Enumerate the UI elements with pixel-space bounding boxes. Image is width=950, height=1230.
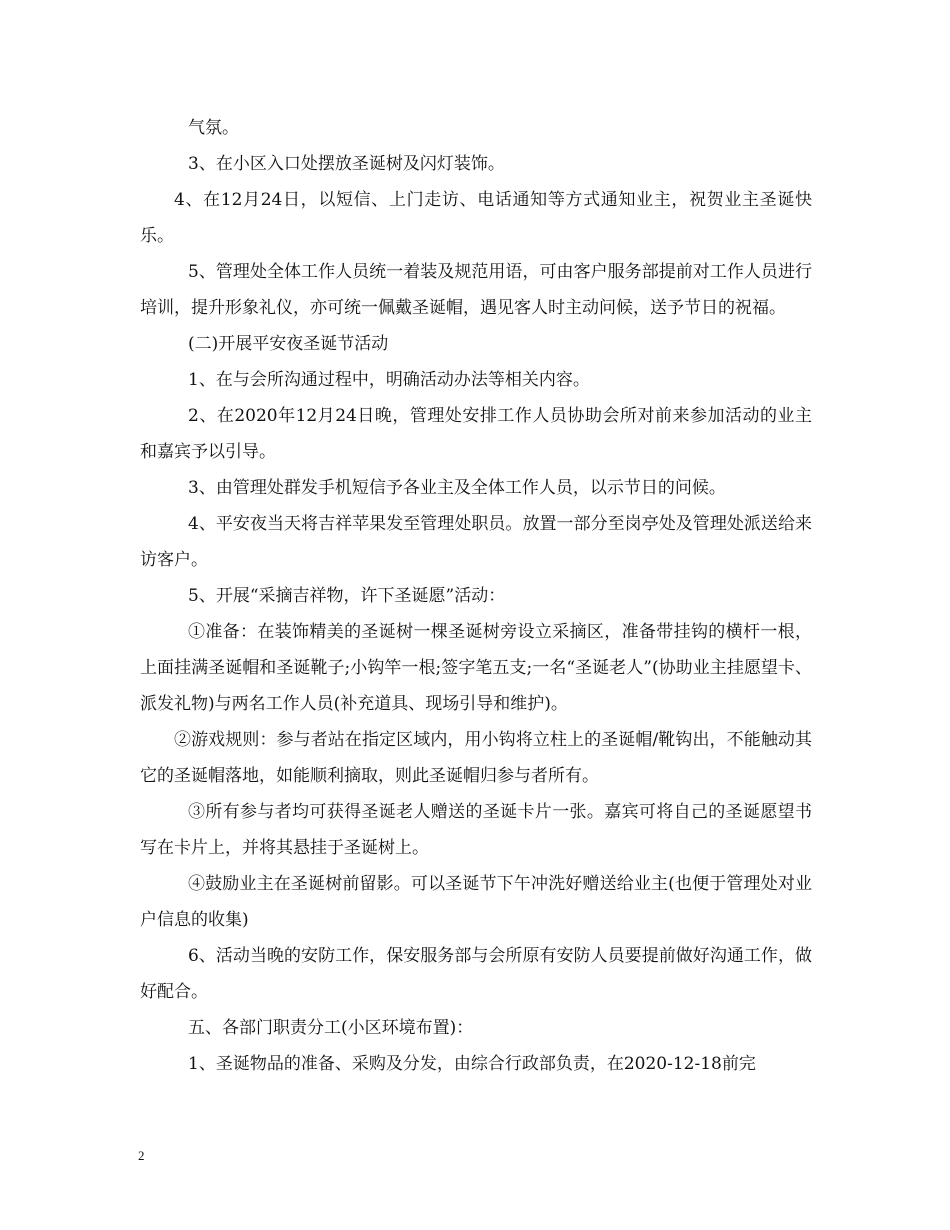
- page-number: 2: [138, 1148, 145, 1163]
- paragraph-photos: ④鼓励业主在圣诞树前留影。可以圣诞节下午冲洗好赠送给业主(也便于管理处对业户信息的收集): [140, 874, 812, 930]
- paragraph-continuation: 气氛。: [188, 118, 239, 138]
- paragraph-preparation: ①准备：在装饰精美的圣诞树一棵圣诞树旁设立采摘区，准备带挂钩的横杆一根，上面挂满圣诞帽和圣诞靴子;小钩竿一根;签字笔五支;一名“圣诞老人”(协助业主挂愿望卡、派发礼物)与两名工作人员(补充道具、现场引导和维护)。: [140, 622, 812, 714]
- paragraph-item-5: 5、管理处全体工作人员统一着装及规范用语，可由客户服务部提前对工作人员进行培训，提升形象礼仪，亦可统一佩戴圣诞帽，遇见客人时主动问候，送予节日的祝福。: [140, 262, 812, 318]
- paragraph-activity-6: 6、活动当晚的安防工作，保安服务部与会所原有安防人员要提前做好沟通工作，做好配合。: [140, 946, 812, 1002]
- section-heading-5: 五、各部门职责分工(小区环境布置)：: [188, 1018, 474, 1038]
- paragraph-cards: ③所有参与者均可获得圣诞老人赠送的圣诞卡片一张。嘉宾可将自己的圣诞愿望书写在卡片上，并将其悬挂于圣诞树上。: [140, 802, 812, 858]
- paragraph-item-3: 3、在小区入口处摆放圣诞树及闪灯装饰。: [188, 154, 505, 174]
- paragraph-activity-1: 1、在与会所沟通过程中，明确活动办法等相关内容。: [188, 370, 590, 390]
- paragraph-activity-2: 2、在2020年12月24日晚，管理处安排工作人员协助会所对前来参加活动的业主和嘉宾予以引导。: [140, 406, 812, 462]
- paragraph-duty-1: 1、圣诞物品的准备、采购及分发，由综合行政部负责，在2020-12-18前完: [188, 1054, 756, 1074]
- paragraph-activity-5: 5、开展“采摘吉祥物，许下圣诞愿”活动：: [188, 586, 506, 606]
- paragraph-game-rules: ②游戏规则：参与者站在指定区域内，用小钩将立柱上的圣诞帽/靴钩出，不能触动其它的圣诞帽落地，如能顺利摘取，则此圣诞帽归参与者所有。: [140, 730, 812, 786]
- paragraph-item-4: 4、在12月24日，以短信、上门走访、电话通知等方式通知业主，祝贺业主圣诞快乐。: [140, 190, 812, 246]
- section-heading-2: (二)开展平安夜圣诞节活动: [188, 334, 389, 354]
- paragraph-activity-3: 3、由管理处群发手机短信予各业主及全体工作人员，以示节日的问候。: [188, 478, 726, 498]
- paragraph-activity-4: 4、平安夜当天将吉祥苹果发至管理处职员。放置一部分至岗亭处及管理处派送给来访客户。: [140, 514, 812, 570]
- document-body: [140, 110, 812, 1082]
